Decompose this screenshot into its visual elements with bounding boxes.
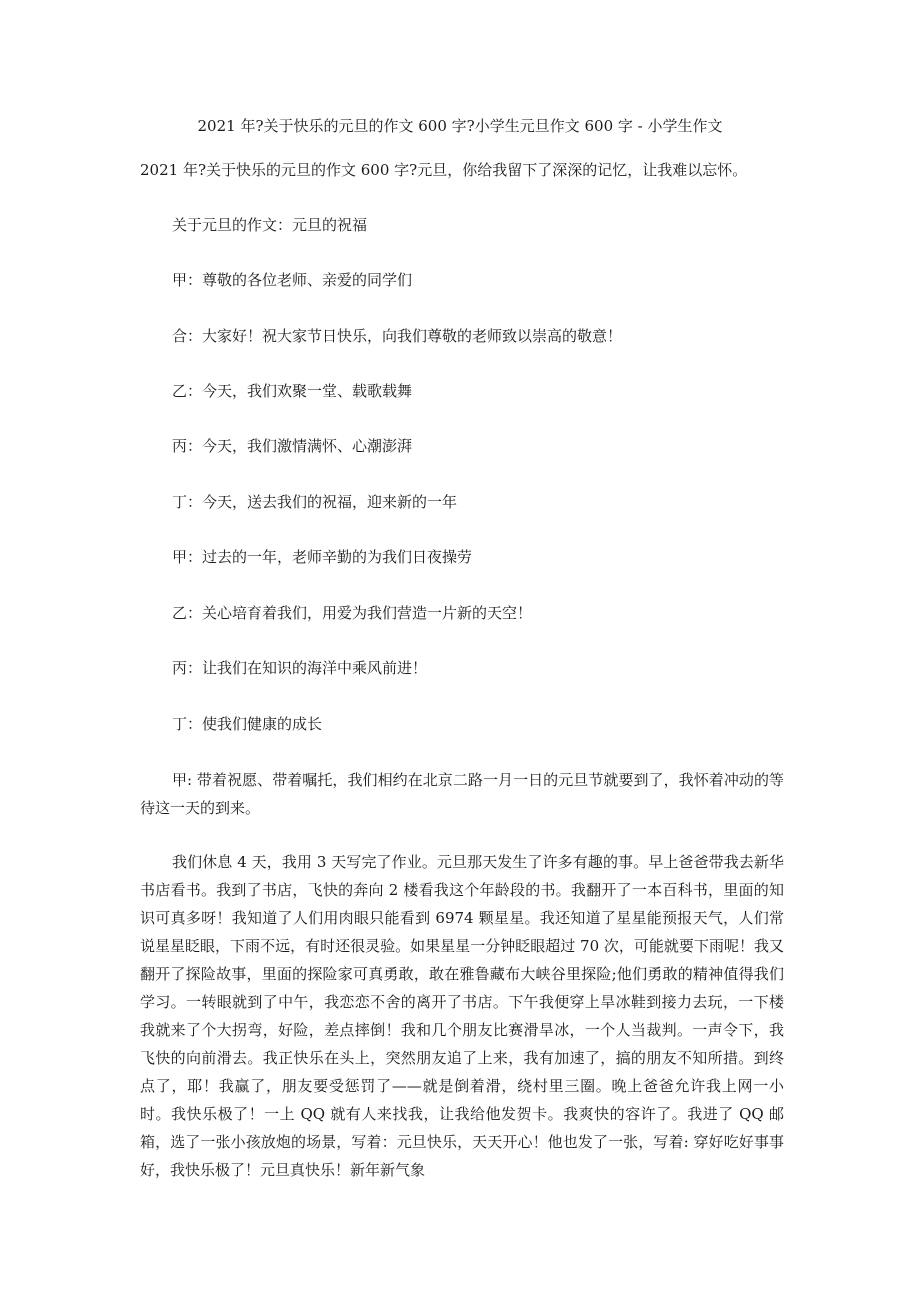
text-line: 乙：关心培育着我们，用爱为我们营造一片新的天空！ — [172, 604, 533, 622]
body-paragraph: 我们休息 4 天，我用 3 天写完了作业。元旦那天发生了许多有趣的事。早上爸爸带我去新华书店看书。我到了书店，飞快的奔向 2 楼看我这个年龄段的书。我翻开了一本百科书，里面的知识可真多呀！我知道了人们用肉眼只能看到 6974 颗星星。我还知道了星星能预报天气，人们常说星星眨眼，下雨不远，有时还很灵验。如果星星一分钟眨眼超过 70 次，可能就要下雨呢！我又翻开了探险故事，里面的探险家可真勇敢，敢在雅鲁藏布大峡谷里探险;他们勇敢的精神值得我们学习。一转眼就到了中午，我恋恋不舍的离开了书店。下午我便穿上旱冰鞋到接力去玩，一下楼我就来了个大拐弯，好险，差点摔倒！我和几个朋友比赛滑旱冰，一个人当裁判。一声令下，我飞快的向前滑去。我正快乐在头上，突然朋友追了上来，我有加速了，搞的朋友不知所措。到终点了，耶！我赢了，朋友要受惩罚了——就是倒着滑，绕村里三圈。晚上爸爸允许我上网一小时。我快乐极了！一上 QQ 就有人来找我，让我给他发贺卡。我爽快的容许了。我进了 QQ 邮箱，选了一张小孩放炮的场景，写着：元旦快乐，天天开心！他也发了一张，写着: 穿好吃好事事好，我快乐极了！元旦真快乐！新年新气象 — [140, 853, 784, 1179]
document-title: 2021 年?关于快乐的元旦的作文 600 字?小学生元旦作文 600 字 - 小学生作文 — [197, 117, 723, 135]
text-line: 甲：尊敬的各位老师、亲爱的同学们 — [172, 271, 413, 289]
intro-line: 2021 年?关于快乐的元旦的作文 600 字?元旦，你给我留下了深深的记忆，让我难以忘怀。 — [140, 161, 748, 179]
text-line: 丁：使我们健康的成长 — [172, 715, 323, 733]
text-line: 甲：过去的一年，老师辛勤的为我们日夜操劳 — [172, 548, 473, 566]
text-line-essay-heading: 关于元旦的作文：元旦的祝福 — [172, 216, 368, 234]
body-paragraph: 甲: 带着祝愿、带着嘱托，我们相约在北京二路一月一日的元旦节就要到了，我怀着冲动的等待这一天的到来。 — [140, 771, 784, 817]
text-line: 合：大家好！祝大家节日快乐，向我们尊敬的老师致以崇高的敬意！ — [172, 327, 623, 345]
text-line: 丙：今天，我们激情满怀、心潮澎湃 — [172, 437, 413, 455]
text-line: 丙：让我们在知识的海洋中乘风前进！ — [172, 659, 428, 677]
text-line: 丁：今天，送去我们的祝福，迎来新的一年 — [172, 493, 458, 511]
text-line: 乙：今天，我们欢聚一堂、载歌载舞 — [172, 382, 413, 400]
